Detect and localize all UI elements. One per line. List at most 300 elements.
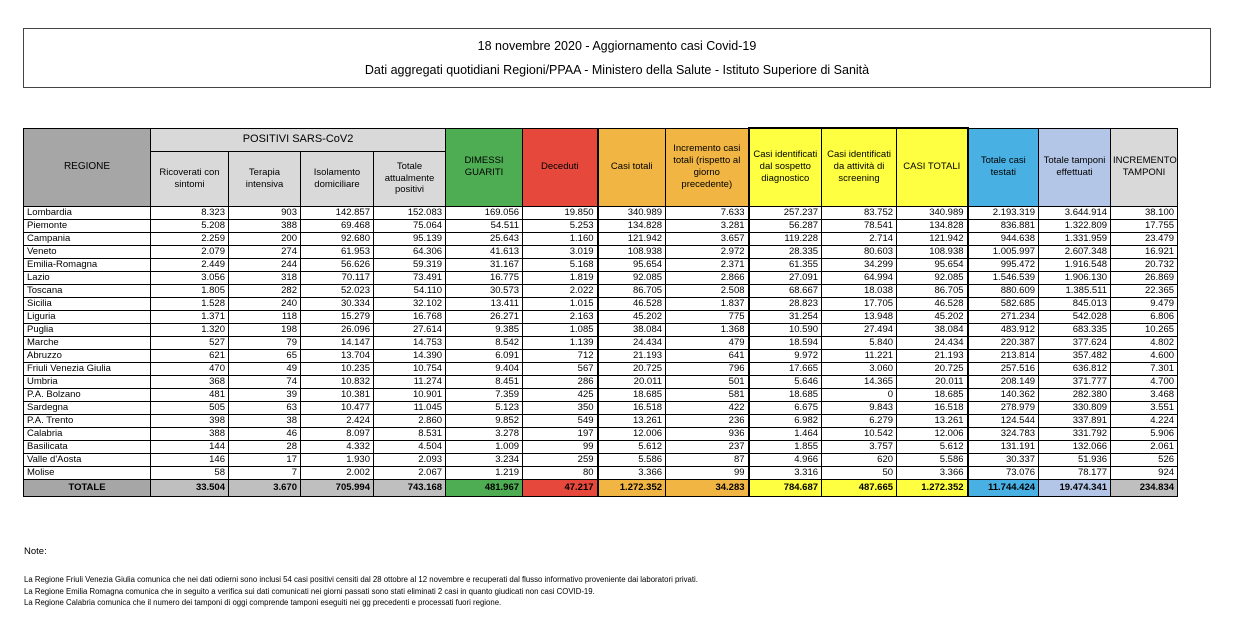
value-cell: 8.097 — [301, 427, 374, 440]
value-cell: 38 — [229, 414, 301, 427]
value-cell: 99 — [523, 440, 598, 453]
table-row — [24, 245, 1178, 258]
value-cell: 23.479 — [1111, 232, 1178, 245]
value-cell: 78.177 — [1039, 466, 1111, 479]
value-cell: 7.359 — [446, 388, 523, 401]
col-header-incremento-tamponi: INCREMENTO TAMPONI — [1111, 128, 1178, 206]
value-cell: 21.193 — [897, 349, 968, 362]
value-cell: 146 — [151, 453, 229, 466]
value-cell: 903 — [229, 206, 301, 219]
value-cell: 3.019 — [523, 245, 598, 258]
value-cell: 26.096 — [301, 323, 374, 336]
table-row — [24, 336, 1178, 349]
value-cell: 16.768 — [374, 310, 446, 323]
value-cell: 5.612 — [897, 440, 968, 453]
value-cell: 1.085 — [523, 323, 598, 336]
value-cell: 142.857 — [301, 206, 374, 219]
value-cell: 79 — [229, 336, 301, 349]
col-header-ricoverati: Ricoverati con sintomi — [151, 151, 229, 206]
value-cell: 278.979 — [968, 401, 1039, 414]
value-cell: 880.609 — [968, 284, 1039, 297]
value-cell: 10.754 — [374, 362, 446, 375]
col-header-casi-screening: Casi identificati da attività di screening — [822, 128, 897, 206]
value-cell: 121.942 — [598, 232, 666, 245]
value-cell: 134.828 — [598, 219, 666, 232]
region-cell: TOTALE — [24, 479, 151, 496]
table-row — [24, 466, 1178, 479]
table-row — [24, 297, 1178, 310]
value-cell: 1.371 — [151, 310, 229, 323]
value-cell: 9.843 — [822, 401, 897, 414]
col-header-casi-testati: Totale casi testati — [968, 128, 1039, 206]
value-cell: 78.541 — [822, 219, 897, 232]
value-cell: 377.624 — [1039, 336, 1111, 349]
value-cell: 50 — [822, 466, 897, 479]
value-cell: 398 — [151, 414, 229, 427]
value-cell: 526 — [1111, 453, 1178, 466]
table-row — [24, 401, 1178, 414]
value-cell: 49 — [229, 362, 301, 375]
value-cell: 796 — [666, 362, 749, 375]
value-cell: 95.654 — [598, 258, 666, 271]
value-cell: 18.594 — [749, 336, 822, 349]
value-cell: 581 — [666, 388, 749, 401]
value-cell: 324.783 — [968, 427, 1039, 440]
value-cell: 13.948 — [822, 310, 897, 323]
value-cell: 3.060 — [822, 362, 897, 375]
value-cell: 1.385.511 — [1039, 284, 1111, 297]
value-cell: 2.163 — [523, 310, 598, 323]
value-cell: 1.528 — [151, 297, 229, 310]
col-header-regione: REGIONE — [24, 128, 151, 206]
value-cell: 2.002 — [301, 466, 374, 479]
region-cell: P.A. Bolzano — [24, 388, 151, 401]
value-cell: 10.590 — [749, 323, 822, 336]
value-cell: 1.837 — [666, 297, 749, 310]
value-cell: 2.259 — [151, 232, 229, 245]
value-cell: 20.732 — [1111, 258, 1178, 271]
value-cell: 1.855 — [749, 440, 822, 453]
value-cell: 46.528 — [897, 297, 968, 310]
value-cell: 388 — [229, 219, 301, 232]
col-header-dimessi-guariti: DIMESSI GUARITI — [446, 128, 523, 206]
value-cell: 8.531 — [374, 427, 446, 440]
value-cell: 9.972 — [749, 349, 822, 362]
col-header-tamponi: Totale tamponi effettuati — [1039, 128, 1111, 206]
value-cell: 620 — [822, 453, 897, 466]
value-cell: 1.219 — [446, 466, 523, 479]
value-cell: 2.061 — [1111, 440, 1178, 453]
value-cell: 621 — [151, 349, 229, 362]
value-cell: 16.518 — [897, 401, 968, 414]
value-cell: 19.474.341 — [1039, 479, 1111, 496]
value-cell: 65 — [229, 349, 301, 362]
value-cell: 47.217 — [523, 479, 598, 496]
value-cell: 18.685 — [897, 388, 968, 401]
value-cell: 52.023 — [301, 284, 374, 297]
value-cell: 2.424 — [301, 414, 374, 427]
value-cell: 388 — [151, 427, 229, 440]
value-cell: 75.064 — [374, 219, 446, 232]
value-cell: 64.306 — [374, 245, 446, 258]
value-cell: 140.362 — [968, 388, 1039, 401]
value-cell: 2.022 — [523, 284, 598, 297]
value-cell: 80 — [523, 466, 598, 479]
value-cell: 11.274 — [374, 375, 446, 388]
value-cell: 3.281 — [666, 219, 749, 232]
value-cell: 11.221 — [822, 349, 897, 362]
value-cell: 59.319 — [374, 258, 446, 271]
value-cell: 121.942 — [897, 232, 968, 245]
region-cell: Lazio — [24, 271, 151, 284]
value-cell: 1.331.959 — [1039, 232, 1111, 245]
value-cell: 505 — [151, 401, 229, 414]
value-cell: 58 — [151, 466, 229, 479]
value-cell: 1.322.809 — [1039, 219, 1111, 232]
value-cell: 6.982 — [749, 414, 822, 427]
table-row — [24, 206, 1178, 219]
value-cell: 19.850 — [523, 206, 598, 219]
value-cell: 487.665 — [822, 479, 897, 496]
region-cell: Lombardia — [24, 206, 151, 219]
value-cell: 582.685 — [968, 297, 1039, 310]
value-cell: 87 — [666, 453, 749, 466]
region-cell: Puglia — [24, 323, 151, 336]
value-cell: 6.279 — [822, 414, 897, 427]
value-cell: 775 — [666, 310, 749, 323]
value-cell: 9.385 — [446, 323, 523, 336]
value-cell: 1.930 — [301, 453, 374, 466]
value-cell: 17.665 — [749, 362, 822, 375]
value-cell: 99 — [666, 466, 749, 479]
value-cell: 1.906.130 — [1039, 271, 1111, 284]
value-cell: 10.542 — [822, 427, 897, 440]
value-cell: 836.881 — [968, 219, 1039, 232]
table-row — [24, 310, 1178, 323]
value-cell: 16.775 — [446, 271, 523, 284]
value-cell: 5.586 — [897, 453, 968, 466]
value-cell: 944.638 — [968, 232, 1039, 245]
value-cell: 5.168 — [523, 258, 598, 271]
value-cell: 10.832 — [301, 375, 374, 388]
value-cell: 1.009 — [446, 440, 523, 453]
value-cell: 2.371 — [666, 258, 749, 271]
table-row-totale — [24, 479, 1178, 496]
value-cell: 422 — [666, 401, 749, 414]
table-row — [24, 362, 1178, 375]
value-cell: 845.013 — [1039, 297, 1111, 310]
value-cell: 144 — [151, 440, 229, 453]
value-cell: 27.614 — [374, 323, 446, 336]
value-cell: 1.272.352 — [598, 479, 666, 496]
value-cell: 17.705 — [822, 297, 897, 310]
covid-data-table — [23, 127, 1178, 497]
value-cell: 1.819 — [523, 271, 598, 284]
value-cell: 274 — [229, 245, 301, 258]
value-cell: 56.287 — [749, 219, 822, 232]
value-cell: 330.809 — [1039, 401, 1111, 414]
value-cell: 318 — [229, 271, 301, 284]
value-cell: 41.613 — [446, 245, 523, 258]
value-cell: 331.792 — [1039, 427, 1111, 440]
value-cell: 286 — [523, 375, 598, 388]
value-cell: 131.191 — [968, 440, 1039, 453]
value-cell: 234.834 — [1111, 479, 1178, 496]
value-cell: 22.365 — [1111, 284, 1178, 297]
value-cell: 1.160 — [523, 232, 598, 245]
value-cell: 14.753 — [374, 336, 446, 349]
value-cell: 63 — [229, 401, 301, 414]
note-line: La Regione Calabria comunica che il numero dei tamponi di oggi comprende tamponi eseguiti nei gg precedenti e processati fuori regione. — [24, 598, 502, 607]
value-cell: 2.508 — [666, 284, 749, 297]
value-cell: 3.234 — [446, 453, 523, 466]
value-cell: 705.994 — [301, 479, 374, 496]
value-cell: 5.612 — [598, 440, 666, 453]
table-row — [24, 440, 1178, 453]
report-header — [23, 28, 1211, 88]
value-cell: 33.504 — [151, 479, 229, 496]
value-cell: 4.504 — [374, 440, 446, 453]
value-cell: 5.586 — [598, 453, 666, 466]
value-cell: 470 — [151, 362, 229, 375]
value-cell: 10.477 — [301, 401, 374, 414]
value-cell: 683.335 — [1039, 323, 1111, 336]
value-cell: 16.518 — [598, 401, 666, 414]
value-cell: 56.626 — [301, 258, 374, 271]
value-cell: 13.261 — [897, 414, 968, 427]
value-cell: 3.670 — [229, 479, 301, 496]
value-cell: 73.491 — [374, 271, 446, 284]
table-row — [24, 219, 1178, 232]
value-cell: 26.271 — [446, 310, 523, 323]
value-cell: 371.777 — [1039, 375, 1111, 388]
value-cell: 38.084 — [598, 323, 666, 336]
region-cell: Calabria — [24, 427, 151, 440]
value-cell: 208.149 — [968, 375, 1039, 388]
value-cell: 240 — [229, 297, 301, 310]
region-cell: Friuli Venezia Giulia — [24, 362, 151, 375]
value-cell: 542.028 — [1039, 310, 1111, 323]
value-cell: 3.366 — [897, 466, 968, 479]
value-cell: 68.667 — [749, 284, 822, 297]
value-cell: 3.757 — [822, 440, 897, 453]
value-cell: 95.139 — [374, 232, 446, 245]
value-cell: 54.511 — [446, 219, 523, 232]
value-cell: 92.085 — [598, 271, 666, 284]
value-cell: 0 — [822, 388, 897, 401]
region-cell: Marche — [24, 336, 151, 349]
value-cell: 64.994 — [822, 271, 897, 284]
region-cell: Sardegna — [24, 401, 151, 414]
value-cell: 481.967 — [446, 479, 523, 496]
notes-list — [24, 574, 1214, 609]
value-cell: 73.076 — [968, 466, 1039, 479]
value-cell: 340.989 — [897, 206, 968, 219]
table-row — [24, 427, 1178, 440]
value-cell: 481 — [151, 388, 229, 401]
value-cell: 340.989 — [598, 206, 666, 219]
value-cell: 1.805 — [151, 284, 229, 297]
value-cell: 15.279 — [301, 310, 374, 323]
value-cell: 271.234 — [968, 310, 1039, 323]
value-cell: 197 — [523, 427, 598, 440]
value-cell: 8.323 — [151, 206, 229, 219]
value-cell: 425 — [523, 388, 598, 401]
value-cell: 32.102 — [374, 297, 446, 310]
value-cell: 25.643 — [446, 232, 523, 245]
value-cell: 14.390 — [374, 349, 446, 362]
value-cell: 108.938 — [598, 245, 666, 258]
value-cell: 244 — [229, 258, 301, 271]
report-title-date: 18 novembre 2020 - Aggiornamento casi Covid-19 — [477, 39, 757, 53]
value-cell: 20.725 — [897, 362, 968, 375]
value-cell: 51.936 — [1039, 453, 1111, 466]
region-cell: Abruzzo — [24, 349, 151, 362]
value-cell: 1.272.352 — [897, 479, 968, 496]
value-cell: 9.852 — [446, 414, 523, 427]
value-cell: 1.005.997 — [968, 245, 1039, 258]
value-cell: 12.006 — [897, 427, 968, 440]
value-cell: 236 — [666, 414, 749, 427]
region-cell: Basilicata — [24, 440, 151, 453]
col-header-incremento-casi: Incremento casi totali (rispetto al giorno precedente) — [666, 128, 749, 206]
value-cell: 712 — [523, 349, 598, 362]
region-cell: Sicilia — [24, 297, 151, 310]
region-cell: Veneto — [24, 245, 151, 258]
value-cell: 152.083 — [374, 206, 446, 219]
value-cell: 74 — [229, 375, 301, 388]
value-cell: 5.646 — [749, 375, 822, 388]
value-cell: 2.079 — [151, 245, 229, 258]
value-cell: 54.110 — [374, 284, 446, 297]
value-cell: 70.117 — [301, 271, 374, 284]
col-header-totale-positivi: Totale attualmente positivi — [374, 151, 446, 206]
value-cell: 501 — [666, 375, 749, 388]
value-cell: 119.228 — [749, 232, 822, 245]
value-cell: 257.237 — [749, 206, 822, 219]
value-cell: 95.654 — [897, 258, 968, 271]
value-cell: 14.365 — [822, 375, 897, 388]
value-cell: 83.752 — [822, 206, 897, 219]
value-cell: 4.700 — [1111, 375, 1178, 388]
value-cell: 483.912 — [968, 323, 1039, 336]
value-cell: 31.167 — [446, 258, 523, 271]
value-cell: 479 — [666, 336, 749, 349]
value-cell: 200 — [229, 232, 301, 245]
value-cell: 7.301 — [1111, 362, 1178, 375]
value-cell: 4.332 — [301, 440, 374, 453]
value-cell: 636.812 — [1039, 362, 1111, 375]
note-line: La Regione Emilia Romagna comunica che in seguito a verifica sui dati comunicati nei giorni passati sono stati eliminati 2 casi in quanto giudicati non casi COVID-19. — [24, 586, 595, 596]
region-cell: Umbria — [24, 375, 151, 388]
table-row — [24, 232, 1178, 245]
value-cell: 20.725 — [598, 362, 666, 375]
value-cell: 46 — [229, 427, 301, 440]
value-cell: 61.953 — [301, 245, 374, 258]
value-cell: 8.451 — [446, 375, 523, 388]
table-row — [24, 271, 1178, 284]
value-cell: 4.966 — [749, 453, 822, 466]
value-cell: 30.573 — [446, 284, 523, 297]
value-cell: 337.891 — [1039, 414, 1111, 427]
region-cell: Molise — [24, 466, 151, 479]
value-cell: 259 — [523, 453, 598, 466]
value-cell: 20.011 — [897, 375, 968, 388]
value-cell: 936 — [666, 427, 749, 440]
value-cell: 357.482 — [1039, 349, 1111, 362]
value-cell: 641 — [666, 349, 749, 362]
value-cell: 1.015 — [523, 297, 598, 310]
value-cell: 92.680 — [301, 232, 374, 245]
value-cell: 282 — [229, 284, 301, 297]
value-cell: 12.006 — [598, 427, 666, 440]
value-cell: 3.657 — [666, 232, 749, 245]
value-cell: 92.085 — [897, 271, 968, 284]
value-cell: 5.840 — [822, 336, 897, 349]
region-cell: P.A. Trento — [24, 414, 151, 427]
value-cell: 13.704 — [301, 349, 374, 362]
value-cell: 2.193.319 — [968, 206, 1039, 219]
value-cell: 2.714 — [822, 232, 897, 245]
value-cell: 198 — [229, 323, 301, 336]
value-cell: 34.283 — [666, 479, 749, 496]
value-cell: 45.202 — [598, 310, 666, 323]
value-cell: 1.916.548 — [1039, 258, 1111, 271]
value-cell: 61.355 — [749, 258, 822, 271]
table-row — [24, 388, 1178, 401]
value-cell: 282.380 — [1039, 388, 1111, 401]
table-row — [24, 284, 1178, 297]
value-cell: 27.091 — [749, 271, 822, 284]
value-cell: 30.337 — [968, 453, 1039, 466]
region-cell: Liguria — [24, 310, 151, 323]
value-cell: 6.675 — [749, 401, 822, 414]
value-cell: 8.542 — [446, 336, 523, 349]
value-cell: 45.202 — [897, 310, 968, 323]
col-group-positivi: POSITIVI SARS-CoV2 — [151, 128, 446, 151]
col-header-deceduti: Deceduti — [523, 128, 598, 206]
value-cell: 14.147 — [301, 336, 374, 349]
value-cell: 21.193 — [598, 349, 666, 362]
value-cell: 5.123 — [446, 401, 523, 414]
value-cell: 7 — [229, 466, 301, 479]
value-cell: 86.705 — [598, 284, 666, 297]
value-cell: 2.449 — [151, 258, 229, 271]
value-cell: 10.901 — [374, 388, 446, 401]
col-header-casi-totali: Casi totali — [598, 128, 666, 206]
value-cell: 2.866 — [666, 271, 749, 284]
value-cell: 27.494 — [822, 323, 897, 336]
region-cell: Toscana — [24, 284, 151, 297]
value-cell: 995.472 — [968, 258, 1039, 271]
value-cell: 5.253 — [523, 219, 598, 232]
table-row — [24, 414, 1178, 427]
notes-label: Note: — [24, 546, 47, 557]
value-cell: 46.528 — [598, 297, 666, 310]
col-header-casi-totali-caps: CASI TOTALI — [897, 128, 968, 206]
value-cell: 10.265 — [1111, 323, 1178, 336]
value-cell: 69.468 — [301, 219, 374, 232]
col-header-casi-sospetto: Casi identificati dal sospetto diagnostico — [749, 128, 822, 206]
value-cell: 124.544 — [968, 414, 1039, 427]
value-cell: 24.434 — [598, 336, 666, 349]
value-cell: 28.823 — [749, 297, 822, 310]
value-cell: 3.316 — [749, 466, 822, 479]
value-cell: 9.479 — [1111, 297, 1178, 310]
value-cell: 10.235 — [301, 362, 374, 375]
col-header-isolamento: Isolamento domiciliare — [301, 151, 374, 206]
header-group-row — [24, 128, 1178, 151]
